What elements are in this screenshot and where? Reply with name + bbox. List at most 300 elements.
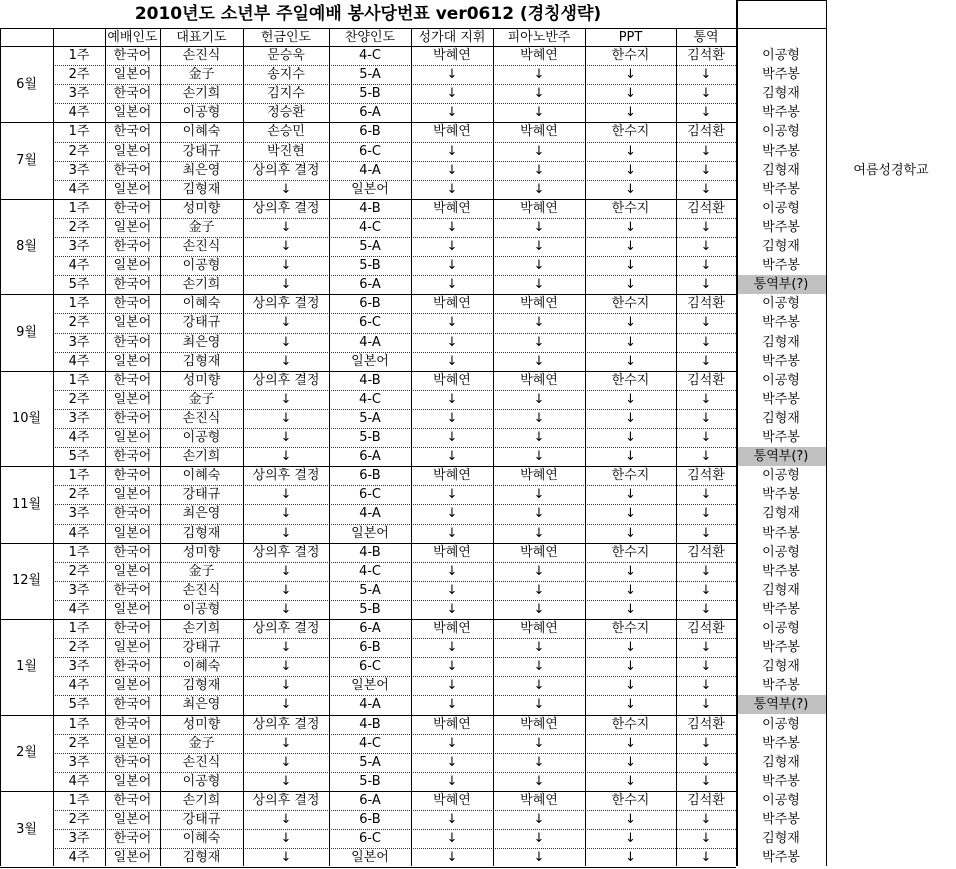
offering-cell: 4-C bbox=[358, 219, 382, 235]
arrow-praise-cell: ↓ bbox=[446, 391, 458, 407]
week-cell: 2주 bbox=[68, 640, 90, 656]
arrow-choir-cell: ↓ bbox=[533, 410, 545, 426]
arrow-choir-cell: ↓ bbox=[533, 143, 545, 159]
offering-cell: 6-C bbox=[358, 831, 382, 847]
offering-cell: 6-A bbox=[359, 449, 381, 465]
month-label: 7월 bbox=[16, 153, 37, 169]
interp-cell: 이공형 bbox=[762, 372, 800, 388]
grid-line bbox=[0, 867, 736, 868]
week-cell: 1주 bbox=[68, 296, 90, 312]
offering-cell: 일본어 bbox=[351, 181, 389, 197]
interp-cell: 박주봉 bbox=[762, 219, 800, 235]
arrow-prayer-cell: ↓ bbox=[280, 239, 292, 255]
leader-cell: 성미향 bbox=[182, 200, 221, 216]
arrow-choir-cell: ↓ bbox=[533, 659, 545, 675]
prayer-cell: 문승욱 bbox=[267, 48, 305, 64]
arrow-piano-cell: ↓ bbox=[625, 582, 636, 598]
prayer-cell: 김지수 bbox=[267, 86, 305, 102]
arrow-piano-cell: ↓ bbox=[625, 773, 636, 789]
arrow-piano-cell: ↓ bbox=[625, 525, 636, 541]
arrow-prayer-cell: ↓ bbox=[280, 410, 292, 426]
week-cell: 2주 bbox=[68, 391, 90, 407]
arrow-choir-cell: ↓ bbox=[533, 105, 545, 121]
offering-cell: 6-A bbox=[359, 792, 381, 808]
interp-cell: 박주봉 bbox=[762, 430, 800, 446]
arrow-piano-cell: ↓ bbox=[625, 487, 636, 503]
week-cell: 4주 bbox=[68, 525, 90, 541]
language-cell: 한국어 bbox=[113, 792, 152, 808]
column-header: PPT bbox=[618, 29, 643, 45]
arrow-ppt-cell: ↓ bbox=[700, 582, 712, 598]
praise-cell: 박혜연 bbox=[433, 124, 471, 140]
language-cell: 한국어 bbox=[113, 754, 152, 770]
leader-cell: 이혜숙 bbox=[182, 831, 221, 847]
week-cell: 2주 bbox=[68, 143, 90, 159]
month-label: 2월 bbox=[16, 745, 37, 761]
offering-cell: 6-C bbox=[358, 659, 382, 675]
prayer-cell: 상의후 결정 bbox=[252, 162, 320, 178]
leader-cell: 성미향 bbox=[182, 716, 221, 732]
arrow-ppt-cell: ↓ bbox=[700, 410, 712, 426]
week-cell: 3주 bbox=[68, 410, 90, 426]
arrow-choir-cell: ↓ bbox=[533, 239, 545, 255]
language-cell: 한국어 bbox=[113, 410, 152, 426]
grid-line bbox=[411, 28, 412, 866]
choir-cell: 박혜연 bbox=[520, 716, 558, 732]
arrow-praise-cell: ↓ bbox=[446, 410, 458, 426]
arrow-choir-cell: ↓ bbox=[533, 812, 545, 828]
arrow-choir-cell: ↓ bbox=[533, 506, 545, 522]
arrow-praise-cell: ↓ bbox=[446, 812, 458, 828]
interp-cell: 박주봉 bbox=[762, 812, 800, 828]
arrow-praise-cell: ↓ bbox=[446, 601, 458, 617]
language-cell: 한국어 bbox=[113, 716, 152, 732]
leader-cell: 이혜숙 bbox=[182, 296, 221, 312]
interp-cell: 박주봉 bbox=[762, 563, 800, 579]
leader-cell: 손진식 bbox=[182, 754, 221, 770]
piano-cell: 한수지 bbox=[611, 716, 650, 732]
leader-cell: 성미향 bbox=[182, 372, 221, 388]
choir-cell: 박혜연 bbox=[520, 124, 558, 140]
arrow-praise-cell: ↓ bbox=[446, 640, 458, 656]
arrow-ppt-cell: ↓ bbox=[700, 640, 712, 656]
arrow-prayer-cell: ↓ bbox=[280, 735, 292, 751]
arrow-praise-cell: ↓ bbox=[446, 277, 458, 293]
ppt-cell: 김석환 bbox=[687, 792, 725, 808]
offering-cell: 일본어 bbox=[351, 678, 389, 694]
arrow-piano-cell: ↓ bbox=[625, 334, 636, 350]
arrow-ppt-cell: ↓ bbox=[700, 812, 712, 828]
language-cell: 일본어 bbox=[113, 850, 152, 866]
interp-cell: 통역부(?) bbox=[736, 275, 826, 294]
arrow-praise-cell: ↓ bbox=[446, 525, 458, 541]
arrow-praise-cell: ↓ bbox=[446, 219, 458, 235]
arrow-praise-cell: ↓ bbox=[446, 678, 458, 694]
arrow-choir-cell: ↓ bbox=[533, 86, 545, 102]
offering-cell: 4-B bbox=[359, 372, 381, 388]
arrow-piano-cell: ↓ bbox=[625, 754, 636, 770]
arrow-praise-cell: ↓ bbox=[446, 831, 458, 847]
grid-line bbox=[737, 0, 738, 866]
leader-cell: 손기희 bbox=[182, 277, 221, 293]
language-cell: 한국어 bbox=[113, 659, 152, 675]
offering-cell: 5-B bbox=[359, 601, 381, 617]
week-cell: 2주 bbox=[68, 735, 90, 751]
arrow-praise-cell: ↓ bbox=[446, 735, 458, 751]
piano-cell: 한수지 bbox=[611, 296, 650, 312]
arrow-ppt-cell: ↓ bbox=[700, 105, 712, 121]
language-cell: 일본어 bbox=[113, 391, 152, 407]
offering-cell: 6-C bbox=[358, 315, 382, 331]
column-header: 성가대 지휘 bbox=[418, 29, 486, 45]
interp-cell: 통역부(?) bbox=[736, 695, 826, 714]
arrow-ppt-cell: ↓ bbox=[700, 219, 712, 235]
arrow-ppt-cell: ↓ bbox=[700, 525, 712, 541]
grid-line bbox=[676, 28, 677, 866]
offering-cell: 4-B bbox=[359, 544, 381, 560]
arrow-prayer-cell: ↓ bbox=[280, 659, 292, 675]
arrow-piano-cell: ↓ bbox=[625, 258, 636, 274]
leader-cell: 손진식 bbox=[182, 48, 221, 64]
offering-cell: 6-A bbox=[359, 105, 381, 121]
piano-cell: 한수지 bbox=[611, 124, 650, 140]
ppt-cell: 김석환 bbox=[687, 372, 725, 388]
prayer-cell: 상의후 결정 bbox=[252, 716, 320, 732]
interp-cell: 박주봉 bbox=[762, 315, 800, 331]
arrow-piano-cell: ↓ bbox=[625, 430, 636, 446]
offering-cell: 5-A bbox=[359, 410, 381, 426]
arrow-choir-cell: ↓ bbox=[533, 449, 545, 465]
language-cell: 일본어 bbox=[113, 812, 152, 828]
column-header: 찬양인도 bbox=[344, 29, 396, 45]
week-cell: 3주 bbox=[68, 506, 90, 522]
choir-cell: 박혜연 bbox=[520, 792, 558, 808]
week-cell: 4주 bbox=[68, 850, 90, 866]
arrow-praise-cell: ↓ bbox=[446, 582, 458, 598]
month-label: 11월 bbox=[11, 496, 42, 512]
interp-cell: 이공형 bbox=[762, 792, 800, 808]
leader-cell: 최은영 bbox=[182, 697, 221, 713]
offering-cell: 4-A bbox=[359, 697, 381, 713]
praise-cell: 박혜연 bbox=[433, 48, 471, 64]
prayer-cell: 상의후 결정 bbox=[252, 792, 320, 808]
language-cell: 일본어 bbox=[113, 430, 152, 446]
arrow-praise-cell: ↓ bbox=[446, 506, 458, 522]
week-cell: 4주 bbox=[68, 773, 90, 789]
interp-cell: 김형재 bbox=[762, 831, 800, 847]
leader-cell: 손기희 bbox=[182, 621, 221, 637]
offering-cell: 5-B bbox=[359, 258, 381, 274]
leader-cell: 金子 bbox=[188, 391, 215, 407]
offering-cell: 5-A bbox=[359, 754, 381, 770]
arrow-piano-cell: ↓ bbox=[625, 277, 636, 293]
piano-cell: 한수지 bbox=[611, 48, 650, 64]
arrow-praise-cell: ↓ bbox=[446, 143, 458, 159]
arrow-praise-cell: ↓ bbox=[446, 181, 458, 197]
choir-cell: 박혜연 bbox=[520, 468, 558, 484]
arrow-ppt-cell: ↓ bbox=[700, 678, 712, 694]
week-cell: 4주 bbox=[68, 601, 90, 617]
ppt-cell: 김석환 bbox=[687, 48, 725, 64]
language-cell: 한국어 bbox=[113, 296, 152, 312]
leader-cell: 김형재 bbox=[182, 678, 221, 694]
arrow-praise-cell: ↓ bbox=[446, 67, 458, 83]
grid-line bbox=[105, 28, 106, 866]
arrow-prayer-cell: ↓ bbox=[280, 773, 292, 789]
month-label: 12월 bbox=[11, 573, 42, 589]
grid-line bbox=[736, 28, 826, 29]
grid-line bbox=[160, 28, 161, 866]
month-label: 9월 bbox=[16, 324, 37, 340]
arrow-prayer-cell: ↓ bbox=[280, 391, 292, 407]
arrow-ppt-cell: ↓ bbox=[700, 563, 712, 579]
language-cell: 한국어 bbox=[113, 621, 152, 637]
interp-cell: 박주봉 bbox=[762, 640, 800, 656]
arrow-choir-cell: ↓ bbox=[533, 773, 545, 789]
language-cell: 한국어 bbox=[113, 544, 152, 560]
leader-cell: 성미향 bbox=[182, 544, 221, 560]
language-cell: 일본어 bbox=[113, 678, 152, 694]
arrow-choir-cell: ↓ bbox=[533, 258, 545, 274]
arrow-choir-cell: ↓ bbox=[533, 640, 545, 656]
arrow-piano-cell: ↓ bbox=[625, 67, 636, 83]
offering-cell: 4-C bbox=[358, 563, 382, 579]
offering-cell: 6-C bbox=[358, 143, 382, 159]
month-label: 10월 bbox=[11, 410, 42, 426]
column-header: 통역 bbox=[693, 29, 719, 45]
arrow-choir-cell: ↓ bbox=[533, 391, 545, 407]
arrow-praise-cell: ↓ bbox=[446, 659, 458, 675]
arrow-praise-cell: ↓ bbox=[446, 258, 458, 274]
leader-cell: 이공형 bbox=[182, 105, 221, 121]
language-cell: 일본어 bbox=[113, 735, 152, 751]
leader-cell: 이공형 bbox=[182, 258, 221, 274]
arrow-praise-cell: ↓ bbox=[446, 773, 458, 789]
praise-cell: 박혜연 bbox=[433, 716, 471, 732]
arrow-prayer-cell: ↓ bbox=[280, 812, 292, 828]
arrow-piano-cell: ↓ bbox=[625, 353, 636, 369]
language-cell: 일본어 bbox=[113, 105, 152, 121]
arrow-prayer-cell: ↓ bbox=[280, 353, 292, 369]
interp-cell: 박주봉 bbox=[762, 850, 800, 866]
arrow-prayer-cell: ↓ bbox=[280, 563, 292, 579]
interp-cell: 김형재 bbox=[762, 582, 800, 598]
offering-cell: 6-B bbox=[359, 296, 381, 312]
week-cell: 3주 bbox=[68, 659, 90, 675]
week-cell: 2주 bbox=[68, 67, 90, 83]
leader-cell: 김형재 bbox=[182, 181, 221, 197]
grid-line bbox=[0, 28, 1, 866]
week-cell: 1주 bbox=[68, 544, 90, 560]
interp-cell: 박주봉 bbox=[762, 67, 800, 83]
language-cell: 한국어 bbox=[113, 334, 152, 350]
arrow-praise-cell: ↓ bbox=[446, 563, 458, 579]
prayer-cell: 상의후 결정 bbox=[252, 544, 320, 560]
arrow-piano-cell: ↓ bbox=[625, 735, 636, 751]
arrow-ppt-cell: ↓ bbox=[700, 697, 712, 713]
offering-cell: 6-C bbox=[358, 487, 382, 503]
prayer-cell: 상의후 결정 bbox=[252, 372, 320, 388]
language-cell: 일본어 bbox=[113, 181, 152, 197]
month-label: 6월 bbox=[16, 76, 37, 92]
arrow-praise-cell: ↓ bbox=[446, 487, 458, 503]
interp-cell: 김형재 bbox=[762, 659, 800, 675]
choir-cell: 박혜연 bbox=[520, 544, 558, 560]
language-cell: 일본어 bbox=[113, 219, 152, 235]
arrow-piano-cell: ↓ bbox=[625, 601, 636, 617]
interp-cell: 박주봉 bbox=[762, 487, 800, 503]
language-cell: 한국어 bbox=[113, 372, 152, 388]
interp-cell: 박주봉 bbox=[762, 525, 800, 541]
offering-cell: 6-B bbox=[359, 124, 381, 140]
week-cell: 4주 bbox=[68, 258, 90, 274]
ppt-cell: 김석환 bbox=[687, 200, 725, 216]
offering-cell: 6-A bbox=[359, 621, 381, 637]
arrow-ppt-cell: ↓ bbox=[700, 334, 712, 350]
leader-cell: 손진식 bbox=[182, 239, 221, 255]
piano-cell: 한수지 bbox=[611, 792, 650, 808]
interp-cell: 이공형 bbox=[762, 124, 800, 140]
grid-line bbox=[53, 28, 54, 866]
choir-cell: 박혜연 bbox=[520, 621, 558, 637]
language-cell: 한국어 bbox=[113, 239, 152, 255]
week-cell: 5주 bbox=[68, 697, 90, 713]
leader-cell: 손기희 bbox=[182, 792, 221, 808]
interp-cell: 박주봉 bbox=[762, 105, 800, 121]
piano-cell: 한수지 bbox=[611, 544, 650, 560]
language-cell: 한국어 bbox=[113, 124, 152, 140]
column-header: 대표기도 bbox=[176, 29, 227, 45]
interp-cell: 이공형 bbox=[762, 48, 800, 64]
arrow-ppt-cell: ↓ bbox=[700, 773, 712, 789]
arrow-choir-cell: ↓ bbox=[533, 678, 545, 694]
week-cell: 1주 bbox=[68, 200, 90, 216]
offering-cell: 일본어 bbox=[351, 850, 389, 866]
arrow-prayer-cell: ↓ bbox=[280, 449, 292, 465]
leader-cell: 손기희 bbox=[182, 449, 221, 465]
ppt-cell: 김석환 bbox=[687, 544, 725, 560]
leader-cell: 강태규 bbox=[182, 487, 221, 503]
week-cell: 2주 bbox=[68, 812, 90, 828]
ppt-cell: 김석환 bbox=[687, 716, 725, 732]
language-cell: 일본어 bbox=[113, 67, 152, 83]
arrow-choir-cell: ↓ bbox=[533, 601, 545, 617]
offering-cell: 일본어 bbox=[351, 353, 389, 369]
week-cell: 4주 bbox=[68, 181, 90, 197]
arrow-choir-cell: ↓ bbox=[533, 162, 545, 178]
week-cell: 4주 bbox=[68, 678, 90, 694]
arrow-choir-cell: ↓ bbox=[533, 277, 545, 293]
arrow-piano-cell: ↓ bbox=[625, 659, 636, 675]
offering-cell: 4-B bbox=[359, 200, 381, 216]
praise-cell: 박혜연 bbox=[433, 621, 471, 637]
leader-cell: 최은영 bbox=[182, 506, 221, 522]
week-cell: 2주 bbox=[68, 219, 90, 235]
arrow-piano-cell: ↓ bbox=[625, 162, 636, 178]
choir-cell: 박혜연 bbox=[520, 200, 558, 216]
arrow-piano-cell: ↓ bbox=[625, 449, 636, 465]
language-cell: 한국어 bbox=[113, 449, 152, 465]
week-cell: 5주 bbox=[68, 277, 90, 293]
leader-cell: 최은영 bbox=[182, 162, 221, 178]
week-cell: 3주 bbox=[68, 162, 90, 178]
arrow-choir-cell: ↓ bbox=[533, 315, 545, 331]
week-cell: 1주 bbox=[68, 372, 90, 388]
arrow-ppt-cell: ↓ bbox=[700, 162, 712, 178]
arrow-choir-cell: ↓ bbox=[533, 67, 545, 83]
arrow-prayer-cell: ↓ bbox=[280, 506, 292, 522]
language-cell: 한국어 bbox=[113, 582, 152, 598]
arrow-prayer-cell: ↓ bbox=[280, 258, 292, 274]
arrow-ppt-cell: ↓ bbox=[700, 850, 712, 866]
arrow-choir-cell: ↓ bbox=[533, 754, 545, 770]
arrow-prayer-cell: ↓ bbox=[280, 754, 292, 770]
arrow-prayer-cell: ↓ bbox=[280, 678, 292, 694]
arrow-praise-cell: ↓ bbox=[446, 754, 458, 770]
arrow-ppt-cell: ↓ bbox=[700, 315, 712, 331]
language-cell: 일본어 bbox=[113, 315, 152, 331]
interp-cell: 김형재 bbox=[762, 162, 800, 178]
leader-cell: 강태규 bbox=[182, 315, 221, 331]
prayer-cell: 상의후 결정 bbox=[252, 200, 320, 216]
arrow-piano-cell: ↓ bbox=[625, 105, 636, 121]
arrow-ppt-cell: ↓ bbox=[700, 143, 712, 159]
interp-cell: 김형재 bbox=[762, 86, 800, 102]
arrow-prayer-cell: ↓ bbox=[280, 277, 292, 293]
arrow-piano-cell: ↓ bbox=[625, 850, 636, 866]
offering-cell: 5-A bbox=[359, 67, 381, 83]
leader-cell: 金子 bbox=[188, 563, 215, 579]
offering-cell: 4-A bbox=[359, 506, 381, 522]
leader-cell: 이혜숙 bbox=[182, 468, 221, 484]
interp-cell: 박주봉 bbox=[762, 181, 800, 197]
week-cell: 1주 bbox=[68, 716, 90, 732]
month-label: 3월 bbox=[16, 821, 37, 837]
arrow-piano-cell: ↓ bbox=[625, 86, 636, 102]
note-cell: 여름성경학교 bbox=[853, 162, 929, 178]
arrow-piano-cell: ↓ bbox=[625, 831, 636, 847]
week-cell: 3주 bbox=[68, 831, 90, 847]
arrow-choir-cell: ↓ bbox=[533, 487, 545, 503]
week-cell: 3주 bbox=[68, 754, 90, 770]
leader-cell: 이혜숙 bbox=[182, 124, 221, 140]
ppt-cell: 김석환 bbox=[687, 468, 725, 484]
week-cell: 1주 bbox=[68, 124, 90, 140]
prayer-cell: 송지수 bbox=[267, 67, 305, 83]
interp-cell: 김형재 bbox=[762, 334, 800, 350]
offering-cell: 6-B bbox=[359, 468, 381, 484]
leader-cell: 손진식 bbox=[182, 582, 221, 598]
offering-cell: 5-B bbox=[359, 430, 381, 446]
praise-cell: 박혜연 bbox=[433, 200, 471, 216]
arrow-praise-cell: ↓ bbox=[446, 239, 458, 255]
arrow-piano-cell: ↓ bbox=[625, 640, 636, 656]
arrow-prayer-cell: ↓ bbox=[280, 219, 292, 235]
leader-cell: 손기희 bbox=[182, 86, 221, 102]
grid-line bbox=[493, 28, 494, 866]
language-cell: 한국어 bbox=[113, 162, 152, 178]
offering-cell: 4-A bbox=[359, 162, 381, 178]
language-cell: 일본어 bbox=[113, 258, 152, 274]
week-cell: 4주 bbox=[68, 105, 90, 121]
interp-cell: 김형재 bbox=[762, 506, 800, 522]
arrow-choir-cell: ↓ bbox=[533, 582, 545, 598]
week-cell: 2주 bbox=[68, 563, 90, 579]
arrow-prayer-cell: ↓ bbox=[280, 315, 292, 331]
interp-cell: 김형재 bbox=[762, 239, 800, 255]
offering-cell: 5-B bbox=[359, 86, 381, 102]
arrow-praise-cell: ↓ bbox=[446, 105, 458, 121]
